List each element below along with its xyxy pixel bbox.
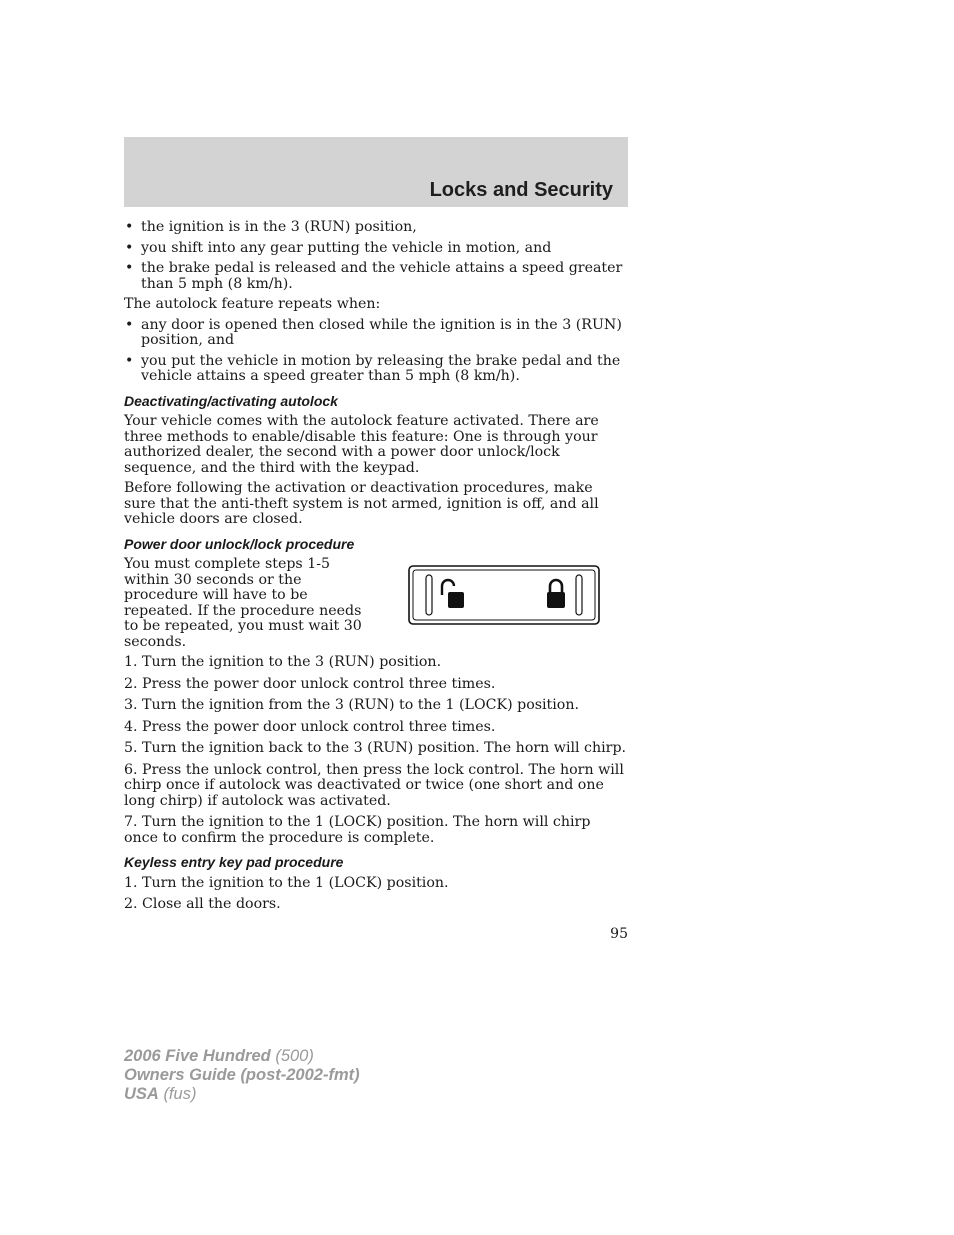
power-door-intro: You must complete steps 1-5 within 30 seconds or the procedure will have to be repeated. If the procedure needs to be repeated, you must wait 30 seconds. xyxy=(124,556,362,650)
list-item: • the ignition is in the 3 (RUN) position, xyxy=(124,220,628,236)
footer-guide: Owners Guide (post-2002-fmt) xyxy=(124,1066,360,1084)
keypad-steps xyxy=(124,876,628,913)
footer-model-code: (500) xyxy=(275,1047,314,1065)
list-item: 1. Turn the ignition to the 3 (RUN) position. xyxy=(124,654,442,670)
list-item: 5. Turn the ignition back to the 3 (RUN) position. The horn will chirp. xyxy=(124,740,627,756)
list-item: • you shift into any gear putting the vehicle in motion, and xyxy=(124,241,628,257)
header-band xyxy=(124,137,628,207)
autolock-repeat-list xyxy=(124,318,628,385)
list-item: • the brake pedal is released and the vehicle attains a speed greater than 5 mph (8 km/h). xyxy=(124,261,628,292)
page-number: 95 xyxy=(610,926,628,942)
footer-line-1 xyxy=(124,1047,360,1066)
page-content xyxy=(124,220,628,919)
autolock-conditions-list xyxy=(124,220,628,292)
footer-market-code: (fus) xyxy=(163,1085,197,1103)
lock-switch-illustration xyxy=(408,565,600,625)
list-item: 7. Turn the ignition to the 1 (LOCK) position. The horn will chirp once to confirm the procedure is complete. xyxy=(124,814,591,846)
power-door-heading: Power door unlock/lock procedure xyxy=(124,535,355,552)
footer-market: USA xyxy=(124,1085,159,1103)
list-item: • you put the vehicle in motion by releasing the brake pedal and the vehicle attains a speed greater than 5 mph (8 km/h). xyxy=(124,354,628,385)
deactivate-heading: Deactivating/activating autolock xyxy=(124,392,338,409)
list-item: 2. Press the power door unlock control three times. xyxy=(124,675,496,692)
footer-model: 2006 Five Hundred xyxy=(124,1047,271,1065)
document-footer xyxy=(124,1047,360,1104)
list-item: 2. Close all the doors. xyxy=(124,896,281,912)
list-item: 6. Press the unlock control, then press the lock control. The horn will chirp once if autolock was deactivated or twice (one short and one long chirp) if autolock was activated. xyxy=(124,761,624,809)
deactivate-paragraph-1: Your vehicle comes with the autolock feature activated. There are three methods to enable/disable this feature: One is through your authorized dealer, the second with a power door unlock/lock sequence, and the third with the keypad. xyxy=(124,413,599,476)
repeat-intro: The autolock feature repeats when: xyxy=(124,296,381,312)
deactivate-paragraph-2: Before following the activation or deactivation procedures, make sure that the anti-theft system is not armed, ignition is off, and all vehicle doors are closed. xyxy=(124,480,599,527)
section-title: Locks and Security xyxy=(429,179,613,201)
footer-line-3 xyxy=(124,1085,360,1104)
list-item: • any door is opened then closed while the ignition is in the 3 (RUN) position, and xyxy=(124,318,628,349)
list-item: 1. Turn the ignition to the 1 (LOCK) position. xyxy=(124,874,449,891)
list-item: 3. Turn the ignition from the 3 (RUN) to the 1 (LOCK) position. xyxy=(124,697,579,713)
power-door-steps xyxy=(124,655,628,846)
power-door-intro-row xyxy=(124,557,628,655)
footer-line-2 xyxy=(124,1066,360,1085)
keypad-heading: Keyless entry key pad procedure xyxy=(124,854,344,870)
list-item: 4. Press the power door unlock control three times. xyxy=(124,718,496,735)
